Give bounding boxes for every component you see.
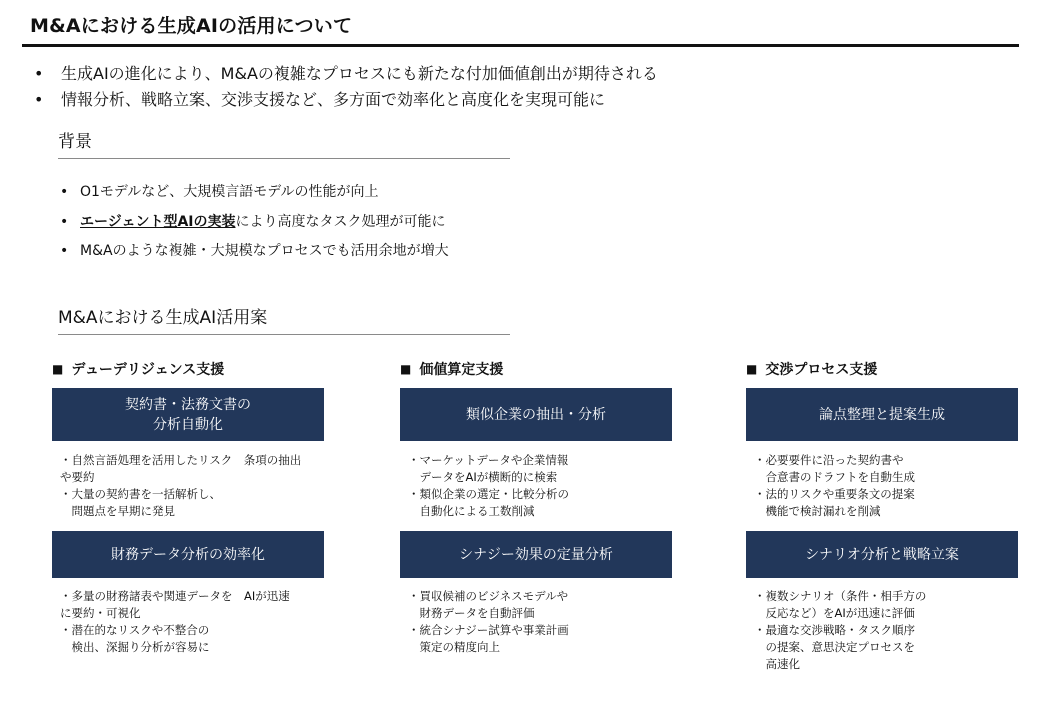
- card-label: 財務データ分析の効率化: [111, 546, 265, 563]
- description-line: ・自然言語処理を活用したリスク 条項の抽出: [60, 453, 302, 467]
- valuation-column: [400, 359, 672, 654]
- description-line: 反応など）をAIが迅速に評価: [754, 606, 915, 620]
- description-line: ・必要要件に沿った契約書や: [754, 453, 904, 467]
- summary-item: [34, 87, 658, 113]
- background-divider: [58, 158, 510, 159]
- bullet-icon: •: [60, 213, 69, 230]
- column-title: [52, 359, 324, 379]
- description-line: ・複数シナリオ（条件・相手方の: [754, 589, 927, 603]
- description-line: や要約: [60, 470, 95, 484]
- summary-item: [34, 61, 658, 87]
- description-line: の提案、意思決定プロセスを: [754, 640, 915, 654]
- background-text: M&Aのような複雑・大規模なプロセスでも活用余地が増大: [80, 243, 449, 259]
- description-line: 機能で検討漏れを削減: [754, 504, 881, 518]
- card-description: [754, 452, 1018, 520]
- bullet-icon: •: [34, 90, 44, 109]
- description-line: データをAIが横断的に検索: [408, 470, 558, 484]
- use-case-card: [400, 388, 672, 441]
- description-line: 合意書のドラフトを自動生成: [754, 470, 915, 484]
- description-line: 問題点を早期に発見: [60, 504, 175, 518]
- title-divider: [22, 44, 1019, 47]
- column-title-text: デューデリジェンス支援: [71, 362, 225, 378]
- card-label: 契約書・法務文書の: [125, 396, 251, 413]
- description-line: 自動化による工数削減: [408, 504, 535, 518]
- column-title-text: 価値算定支援: [419, 362, 504, 378]
- description-line: ・多量の財務諸表や関連データを AIが迅速: [60, 589, 290, 603]
- bullet-icon: •: [34, 64, 44, 83]
- card-description: [408, 452, 672, 520]
- description-line: ・法的リスクや重要条文の提案: [754, 487, 915, 501]
- card-label: 類似企業の抽出・分析: [466, 406, 606, 423]
- description-line: に要約・可視化: [60, 606, 141, 620]
- background-list: [60, 178, 449, 267]
- agent-ai-emphasis: エージェント型AIの実装: [80, 213, 236, 230]
- summary-text: 生成AIの進化により、M&Aの複雑なプロセスにも新たな付加価値創出が期待される: [61, 64, 658, 83]
- background-heading: 背景: [58, 132, 92, 152]
- use-case-card: [52, 531, 324, 578]
- use-case-card: [400, 531, 672, 578]
- column-title: [400, 359, 672, 379]
- background-item: [60, 208, 449, 238]
- negotiation-column: [746, 359, 1018, 671]
- square-bullet-icon: ■: [52, 362, 64, 376]
- background-item: [60, 237, 449, 267]
- use-case-card: [52, 388, 324, 441]
- background-text: O1モデルなど、大規模言語モデルの性能が向上: [80, 184, 379, 200]
- card-description: [754, 588, 1018, 673]
- summary-list: [34, 61, 658, 113]
- description-line: 策定の精度向上: [408, 640, 500, 654]
- description-line: 財務データを自動評価: [408, 606, 535, 620]
- column-title-text: 交渉プロセス支援: [765, 362, 878, 378]
- description-line: ・類似企業の選定・比較分析の: [408, 487, 569, 501]
- description-line: 検出、深掘り分析が容易に: [60, 640, 210, 654]
- description-line: ・買収候補のビジネスモデルや: [408, 589, 569, 603]
- description-line: ・潜在的なリスクや不整合の: [60, 623, 210, 637]
- background-item: [60, 178, 449, 208]
- card-description: [60, 452, 324, 520]
- use-case-card: [746, 531, 1018, 578]
- card-description: [408, 588, 672, 656]
- card-label: 分析自動化: [153, 416, 223, 433]
- background-text: により高度なタスク処理が可能に: [235, 213, 446, 230]
- card-description: [60, 588, 324, 656]
- bullet-icon: •: [60, 243, 69, 259]
- use-case-card: [746, 388, 1018, 441]
- slide-title: M&Aにおける生成AIの活用について: [30, 15, 353, 37]
- description-line: ・大量の契約書を一括解析し、: [60, 487, 221, 501]
- square-bullet-icon: ■: [746, 362, 758, 376]
- card-label: 論点整理と提案生成: [819, 406, 945, 423]
- description-line: ・統合シナジー試算や事業計画: [408, 623, 569, 637]
- use-cases-divider: [58, 334, 510, 335]
- description-line: 高速化: [754, 657, 800, 671]
- description-line: ・マーケットデータや企業情報: [408, 453, 569, 467]
- description-line: ・最適な交渉戦略・タスク順序: [754, 623, 915, 637]
- bullet-icon: •: [60, 184, 69, 200]
- use-cases-heading: M&Aにおける生成AI活用案: [58, 308, 268, 328]
- due-diligence-column: [52, 359, 324, 654]
- card-label: シナジー効果の定量分析: [459, 546, 613, 563]
- card-label: シナリオ分析と戦略立案: [805, 546, 959, 563]
- summary-text: 情報分析、戦略立案、交渉支援など、多方面で効率化と高度化を実現可能に: [61, 90, 606, 109]
- square-bullet-icon: ■: [400, 362, 412, 376]
- column-title: [746, 359, 1018, 379]
